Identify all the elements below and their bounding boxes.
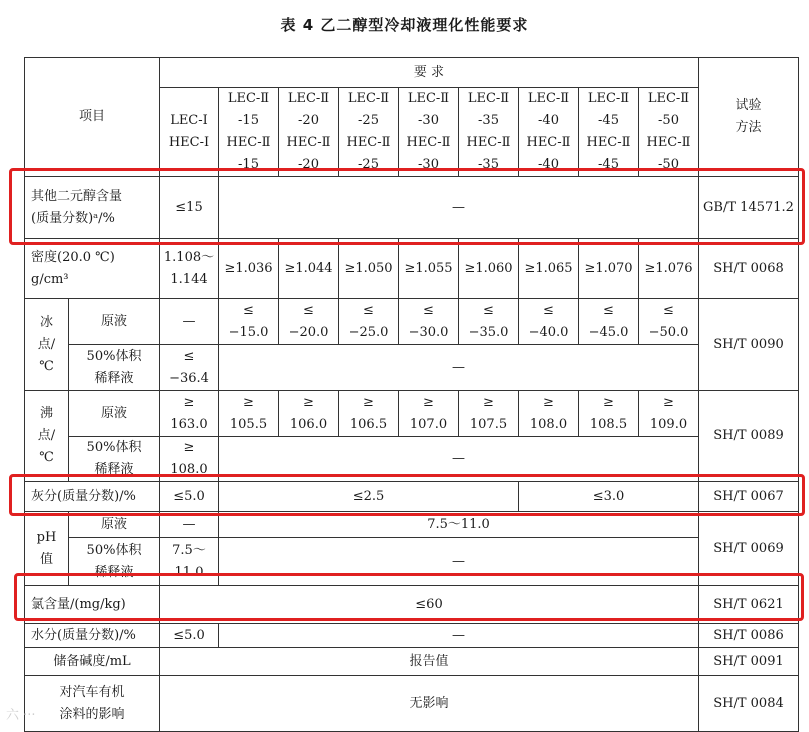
boiling-diluted-rest: —: [219, 437, 699, 482]
grade-header-50: LEC-Ⅱ -50 HEC-Ⅱ -50: [639, 88, 699, 177]
boiling-sub-diluted: 50%体积 稀释液: [69, 437, 160, 482]
freezing-value: —: [160, 299, 219, 345]
chloride-method: SH/T 0621: [699, 586, 799, 624]
row-boiling-diluted: [25, 437, 799, 482]
water-method: SH/T 0086: [699, 624, 799, 648]
ph-group-label: pH 值: [25, 512, 69, 586]
header-method: 试验 方法: [699, 58, 799, 177]
row-reserve-alkalinity: [25, 648, 799, 676]
freezing-value: ≤ −30.0: [399, 299, 459, 345]
density-value: ≥1.036: [219, 239, 279, 299]
grade-header-20: LEC-Ⅱ -20 HEC-Ⅱ -20: [279, 88, 339, 177]
ph-value-1: —: [160, 512, 219, 538]
boiling-value: ≥ 108.5: [579, 391, 639, 437]
reserve-label: 储备碱度/mL: [25, 648, 160, 676]
freezing-value: ≤ −25.0: [339, 299, 399, 345]
row-ph-concentrate: [25, 512, 799, 538]
ash-method: SH/T 0067: [699, 482, 799, 512]
row-boiling-concentrate: [25, 391, 799, 437]
boiling-value: ≥ 163.0: [160, 391, 219, 437]
freezing-sub-diluted: 50%体积 稀释液: [69, 345, 160, 391]
water-value-rest: —: [219, 624, 699, 648]
glycol-label: 其他二元醇含量 (质量分数)ᵃ/%: [25, 177, 160, 239]
density-value: ≥1.060: [459, 239, 519, 299]
freezing-diluted-rest: —: [219, 345, 699, 391]
ph-sub-diluted: 50%体积 稀释液: [69, 538, 160, 586]
ash-value-mid: ≤2.5: [219, 482, 519, 512]
freezing-group-label: 冰 点/ ℃: [25, 299, 69, 391]
boiling-value: ≥ 107.0: [399, 391, 459, 437]
row-paint-effect: [25, 676, 799, 732]
row-ph-diluted: [25, 538, 799, 586]
boiling-value: ≥ 107.5: [459, 391, 519, 437]
glycol-method: GB/T 14571.2: [699, 177, 799, 239]
reserve-method: SH/T 0091: [699, 648, 799, 676]
row-water: [25, 624, 799, 648]
boiling-value: ≥ 105.5: [219, 391, 279, 437]
freezing-value: ≤ −45.0: [579, 299, 639, 345]
freezing-method: SH/T 0090: [699, 299, 799, 391]
row-density: [25, 239, 799, 299]
density-value: ≥1.076: [639, 239, 699, 299]
paint-label: 对汽车有机 涂料的影响: [25, 676, 160, 732]
boiling-value: ≥ 109.0: [639, 391, 699, 437]
density-label: 密度(20.0 ℃) g/cm³: [25, 239, 160, 299]
freezing-value: ≤ −15.0: [219, 299, 279, 345]
header-item: 项目: [25, 58, 160, 177]
water-label: 水分(质量分数)/%: [25, 624, 160, 648]
freezing-diluted-value: ≤ −36.4: [160, 345, 219, 391]
boiling-sub-concentrate: 原液: [69, 391, 160, 437]
row-freezing-diluted: [25, 345, 799, 391]
water-value-1: ≤5.0: [160, 624, 219, 648]
boiling-value: ≥ 108.0: [519, 391, 579, 437]
freezing-sub-concentrate: 原液: [69, 299, 160, 345]
glycol-value-rest: —: [219, 177, 699, 239]
grade-header-45: LEC-Ⅱ -45 HEC-Ⅱ -45: [579, 88, 639, 177]
spec-table: [24, 57, 799, 732]
boiling-value: ≥ 106.0: [279, 391, 339, 437]
density-value: ≥1.044: [279, 239, 339, 299]
boiling-diluted-value: ≥ 108.0: [160, 437, 219, 482]
row-freezing-concentrate: [25, 299, 799, 345]
grade-header-35: LEC-Ⅱ -35 HEC-Ⅱ -35: [459, 88, 519, 177]
grade-header-1: LEC-Ⅰ HEC-Ⅰ: [160, 88, 219, 177]
grade-header-40: LEC-Ⅱ -40 HEC-Ⅱ -40: [519, 88, 579, 177]
chloride-value: ≤60: [160, 586, 699, 624]
ph-sub-concentrate: 原液: [69, 512, 160, 538]
density-value: ≥1.055: [399, 239, 459, 299]
ash-value-right: ≤3.0: [519, 482, 699, 512]
chloride-label: 氯含量/(mg/kg): [25, 586, 160, 624]
row-other-glycol: [25, 177, 799, 239]
density-value: ≥1.070: [579, 239, 639, 299]
grade-header-30: LEC-Ⅱ -30 HEC-Ⅱ -30: [399, 88, 459, 177]
freezing-value: ≤ −20.0: [279, 299, 339, 345]
density-value: ≥1.065: [519, 239, 579, 299]
ph-diluted-rest: —: [219, 538, 699, 586]
ph-value-rest: 7.5～11.0: [219, 512, 699, 538]
table-title: 表 4 乙二醇型冷却液理化性能要求: [280, 16, 529, 34]
watermark: 六 ···: [6, 708, 36, 723]
ph-method: SH/T 0069: [699, 512, 799, 586]
ash-label: 灰分(质量分数)/%: [25, 482, 160, 512]
ash-value-1: ≤5.0: [160, 482, 219, 512]
density-value: 1.108～ 1.144: [160, 239, 219, 299]
boiling-method: SH/T 0089: [699, 391, 799, 482]
reserve-value: 报告值: [160, 648, 699, 676]
grade-header-25: LEC-Ⅱ -25 HEC-Ⅱ -25: [339, 88, 399, 177]
boiling-group-label: 沸 点/ ℃: [25, 391, 69, 482]
freezing-value: ≤ −50.0: [639, 299, 699, 345]
row-ash: [25, 482, 799, 512]
paint-value: 无影响: [160, 676, 699, 732]
header-requirement: 要 求: [160, 58, 699, 88]
glycol-value-1: ≤15: [160, 177, 219, 239]
paint-method: SH/T 0084: [699, 676, 799, 732]
row-chloride: [25, 586, 799, 624]
grade-header-15: LEC-Ⅱ -15 HEC-Ⅱ -15: [219, 88, 279, 177]
freezing-value: ≤ −35.0: [459, 299, 519, 345]
ph-diluted-value: 7.5～ 11.0: [160, 538, 219, 586]
density-value: ≥1.050: [339, 239, 399, 299]
freezing-value: ≤ −40.0: [519, 299, 579, 345]
boiling-value: ≥ 106.5: [339, 391, 399, 437]
density-method: SH/T 0068: [699, 239, 799, 299]
